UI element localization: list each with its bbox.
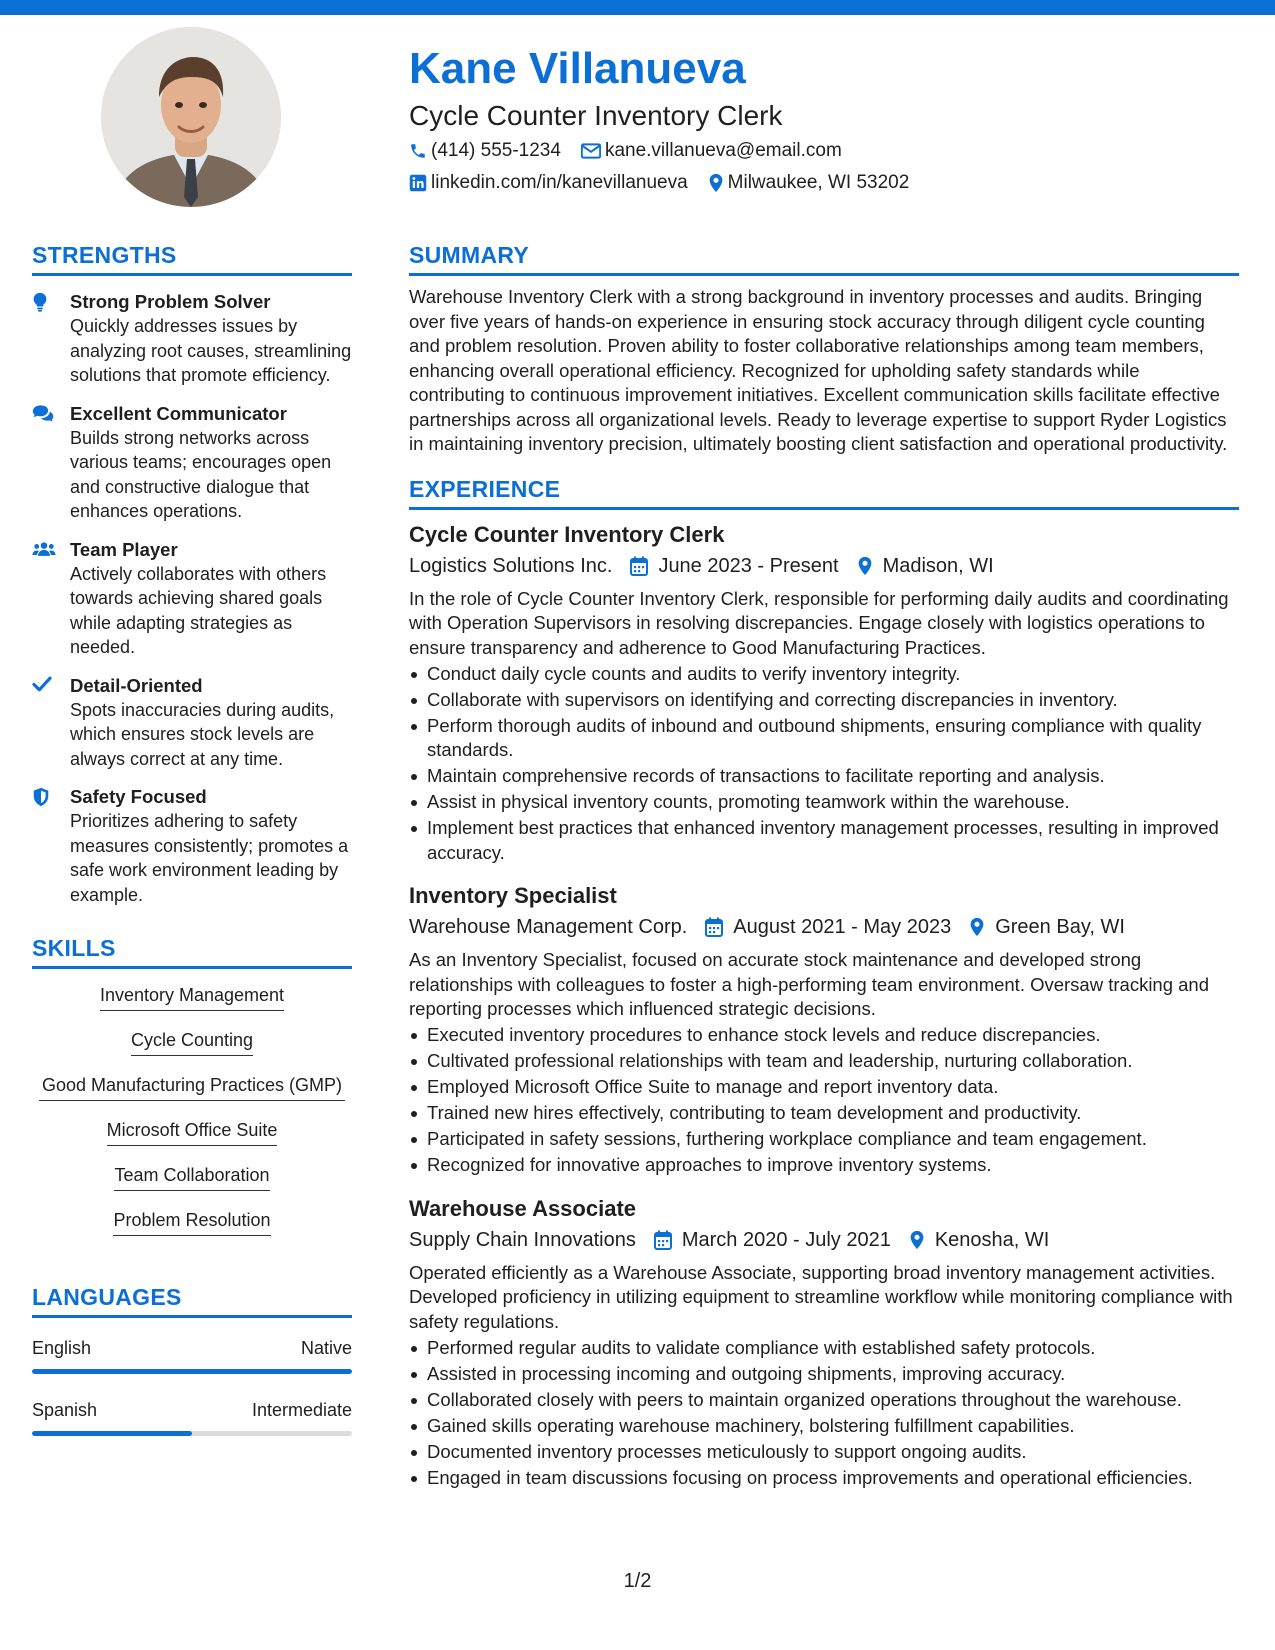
chat-bubbles-icon: [32, 404, 54, 422]
strengths-heading: STRENGTHS: [32, 240, 352, 276]
language-item: [32, 1336, 352, 1374]
job-description: Operated efficiently as a Warehouse Associate, supporting broad inventory management activities. Developed proficiency in utilizing equipment to streamline workflow while monitoring compliance with safety regulations.: [409, 1261, 1233, 1332]
strength-title: Safety Focused: [70, 786, 207, 807]
list-item: Performed regular audits to validate compliance with established safety protocols.: [409, 1336, 1239, 1361]
linkedin-icon: [409, 174, 427, 192]
right-column: [409, 240, 1239, 1490]
job-meta: [409, 1225, 1239, 1255]
skill-tag: Team Collaboration: [114, 1163, 269, 1191]
top-accent-bar: [0, 0, 1275, 15]
strength-item: [32, 674, 352, 772]
list-item: Trained new hires effectively, contributing to team development and productivity.: [409, 1101, 1239, 1126]
language-level-fill: [32, 1431, 192, 1436]
list-item: Assist in physical inventory counts, promoting teamwork within the warehouse.: [409, 790, 1239, 815]
strength-description: Spots inaccuracies during audits, which ensures stock levels are always correct at any time.: [70, 699, 335, 769]
summary-text: Warehouse Inventory Clerk with a strong background in inventory processes and audits. Bringing over five years of hands-on experience in ensuring stock accuracy through diligent cycle counting and problem resolution. Proven ability to foster collaborative relationships among team members, enhancing overall operational efficiency. Recognized for upholding safety standards while contributing to continuous improvement initiatives. Excellent communication skills facilitate effective partnerships across all organizational levels. Ready to leverage expertise to support Ryder Logistics in maintaining inventory precision, ultimately boosting client satisfaction and operational productivity.: [409, 286, 1228, 454]
left-column: [32, 240, 352, 1436]
skills-list: [32, 983, 352, 1236]
phone-icon: [409, 142, 427, 160]
list-item: Executed inventory procedures to enhance stock levels and reduce discrepancies.: [409, 1023, 1239, 1048]
list-item: Participated in safety sessions, furthering workplace compliance and team engagement.: [409, 1127, 1239, 1152]
list-item: Collaborated closely with peers to maintain organized operations throughout the warehouse.: [409, 1388, 1239, 1413]
contact-row-1: [409, 136, 1239, 166]
strength-title: Excellent Communicator: [70, 402, 287, 424]
strength-description: Quickly addresses issues by analyzing root causes, streamlining solutions that promote efficiency.: [70, 316, 352, 385]
list-item: Gained skills operating warehouse machinery, bolstering fulfillment capabilities.: [409, 1414, 1239, 1439]
linkedin-contact[interactable]: [409, 168, 688, 198]
skill-tag: Problem Resolution: [113, 1208, 270, 1236]
phone-contact[interactable]: [409, 136, 561, 166]
language-name: Spanish: [32, 1400, 98, 1420]
job-title: Cycle Counter Inventory Clerk: [409, 521, 725, 547]
email-text: kane.villanueva@email.com: [604, 140, 842, 161]
list-item: Documented inventory processes meticulously to support ongoing audits.: [409, 1440, 1239, 1465]
skill-tag: Microsoft Office Suite: [107, 1118, 278, 1146]
summary-heading: SUMMARY: [409, 240, 1239, 276]
list-item: Conduct daily cycle counts and audits to verify inventory integrity.: [409, 662, 1239, 687]
language-name: English: [32, 1338, 92, 1358]
job-meta: [409, 912, 1239, 942]
job-title: Warehouse Associate: [409, 1195, 637, 1221]
language-level: Intermediate: [251, 1400, 352, 1420]
list-item: Perform thorough audits of inbound and outbound shipments, ensuring compliance with quality standards.: [409, 714, 1239, 763]
candidate-role: Cycle Counter Inventory Clerk: [409, 100, 783, 131]
company-name: Logistics Solutions Inc.: [409, 554, 613, 577]
job-entry: [409, 881, 1239, 1178]
list-item: Maintain comprehensive records of transactions to facilitate reporting and analysis.: [409, 764, 1239, 789]
company-name: Warehouse Management Corp.: [409, 916, 688, 938]
language-level-fill: [32, 1369, 352, 1374]
email-contact[interactable]: [581, 136, 842, 166]
strength-item: [32, 785, 352, 907]
list-item: Cultivated professional relationships with team and leadership, nurturing collaboration.: [409, 1049, 1239, 1074]
skill-tag: Inventory Management: [100, 983, 284, 1011]
list-item: Recognized for innovative approaches to improve inventory systems.: [409, 1153, 1239, 1178]
calendar-icon: [654, 1230, 672, 1250]
experience-heading: EXPERIENCE: [409, 474, 1239, 510]
language-level: Native: [300, 1338, 352, 1358]
profile-photo: [101, 27, 281, 207]
job-meta: [409, 551, 1239, 581]
languages-heading: LANGUAGES: [32, 1282, 352, 1318]
lightbulb-icon: [32, 292, 48, 312]
list-item: Engaged in team discussions focusing on process improvements and operational efficiencies.: [409, 1466, 1239, 1491]
job-description: As an Inventory Specialist, focused on accurate stock maintenance and developed strong relationships with colleagues to foster a high-performing team environment. Oversaw tracking and reporting processes which influenced strategic decisions.: [409, 949, 1210, 1019]
job-dates: June 2023 - Present: [658, 554, 839, 577]
resume-header: [409, 42, 1239, 198]
linkedin-text: linkedin.com/in/kanevillanueva: [431, 172, 688, 193]
job-title: Inventory Specialist: [409, 883, 617, 908]
skills-heading: SKILLS: [32, 933, 352, 969]
calendar-icon: [705, 917, 723, 937]
contact-row-2: [409, 168, 1239, 198]
strength-title: Team Player: [70, 538, 178, 560]
job-entry: [409, 520, 1239, 866]
phone-text: (414) 555-1234: [431, 140, 561, 161]
language-item: [32, 1398, 352, 1436]
job-location: Kenosha, WI: [934, 1228, 1050, 1251]
map-pin-icon: [909, 1230, 925, 1250]
map-pin-icon: [857, 556, 873, 576]
candidate-name: Kane Villanueva: [409, 44, 746, 93]
skill-tag: Good Manufacturing Practices (GMP): [39, 1073, 345, 1101]
list-item: Implement best practices that enhanced inventory management processes, resulting in improved accuracy.: [409, 816, 1239, 865]
map-pin-icon: [969, 917, 985, 937]
job-description: In the role of Cycle Counter Inventory Clerk, responsible for performing daily audits and coordinating with Operation Supervisors in resolving discrepancies. Engage closely with logistics operations to ensure transparency and adherence to Good Manufacturing Practices.: [409, 587, 1229, 658]
strength-item: [32, 290, 352, 388]
strength-description: Builds strong networks across various teams; encourages open and constructive dialogue that enhances operations.: [70, 427, 332, 521]
list-item: Assisted in processing incoming and outgoing shipments, improving accuracy.: [409, 1362, 1239, 1387]
calendar-icon: [630, 556, 648, 576]
strength-title: Detail-Oriented: [70, 674, 203, 696]
job-bullets: [409, 1023, 1239, 1178]
location-text: Milwaukee, WI 53202: [727, 172, 910, 193]
job-bullets: [409, 662, 1239, 866]
company-name: Supply Chain Innovations: [409, 1228, 636, 1251]
shield-icon: [32, 787, 50, 807]
strength-title: Strong Problem Solver: [70, 291, 271, 312]
job-location: Madison, WI: [882, 554, 994, 577]
location-contact: [708, 168, 910, 198]
map-pin-icon: [708, 173, 724, 193]
envelope-icon: [581, 142, 601, 160]
job-bullets: [409, 1336, 1239, 1491]
job-dates: March 2020 - July 2021: [681, 1228, 891, 1251]
strength-description: Actively collaborates with others towards achieving shared goals while adapting strategies as needed.: [70, 563, 327, 657]
list-item: Collaborate with supervisors on identifying and correcting discrepancies in inventory.: [409, 688, 1239, 713]
page-number: 1/2: [623, 1570, 652, 1592]
language-level-bar: [32, 1431, 352, 1436]
job-dates: August 2021 - May 2023: [733, 916, 952, 938]
strength-item: [32, 402, 352, 524]
job-entry: [409, 1194, 1239, 1491]
checkmark-icon: [32, 676, 52, 692]
skill-tag: Cycle Counting: [131, 1028, 253, 1056]
strength-item: [32, 538, 352, 660]
language-level-bar: [32, 1369, 352, 1374]
team-icon: [32, 540, 56, 558]
job-location: Green Bay, WI: [995, 916, 1125, 938]
list-item: Employed Microsoft Office Suite to manage and report inventory data.: [409, 1075, 1239, 1100]
strength-description: Prioritizes adhering to safety measures consistently; promotes a safe work environment leading by example.: [70, 811, 349, 905]
